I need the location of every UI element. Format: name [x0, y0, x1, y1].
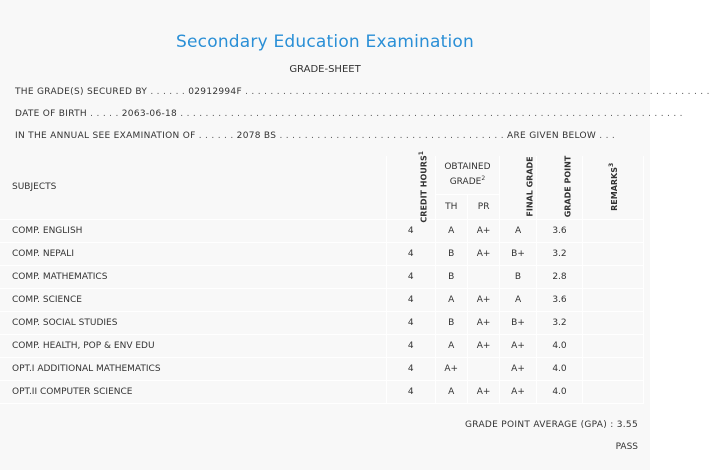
th-cell: A	[435, 288, 467, 311]
dob-line: DATE OF BIRTH . . . . . 2063-06-18 . . . . . . . . . . . . . . . . . . . . . . . . . . . . . . . . . . . . . . . . . . . . . . . . . . . . . . . . . . . . . . . . . . . . . . . . . . . . . . . .	[15, 109, 683, 119]
grade-point-cell: 4.0	[536, 380, 583, 403]
page-subtitle: GRADE-SHEET	[289, 64, 361, 75]
remarks-cell	[583, 219, 644, 242]
remarks-cell	[583, 242, 644, 265]
final-grade-cell: A+	[500, 380, 536, 403]
th-cell: B	[435, 265, 467, 288]
final-grade-cell: B+	[500, 242, 536, 265]
grade-point-cell: 2.8	[536, 265, 583, 288]
subject-cell: COMP. ENGLISH	[0, 219, 386, 242]
header-grade-point: GRADE POINT	[536, 156, 583, 219]
credit-cell: 4	[386, 288, 435, 311]
th-cell: A	[435, 219, 467, 242]
grade-point-cell: 3.6	[536, 219, 583, 242]
remarks-cell	[583, 288, 644, 311]
header-final-grade: FINAL GRADE	[500, 156, 536, 219]
th-cell: B	[435, 311, 467, 334]
pr-cell: A+	[467, 311, 499, 334]
exam-year: 2078 BS	[236, 131, 277, 141]
credit-cell: 4	[386, 334, 435, 357]
result-status: PASS	[615, 442, 638, 452]
credit-cell: 4	[386, 242, 435, 265]
pr-cell: A+	[467, 242, 499, 265]
subject-cell: OPT.II COMPUTER SCIENCE	[0, 380, 386, 403]
remarks-cell	[583, 265, 644, 288]
th-cell: A	[435, 380, 467, 403]
final-grade-cell: A+	[500, 357, 536, 380]
header-pr: PR	[467, 194, 499, 219]
pr-cell: A+	[467, 288, 499, 311]
gpa-label: GRADE POINT AVERAGE (GPA) :	[464, 420, 614, 430]
page-title: Secondary Education Examination	[176, 32, 474, 52]
exam-line: IN THE ANNUAL SEE EXAMINATION OF . . . . . . 2078 BS . . . . . . . . . . . . . . . . . . . . . . . . . . . . . . . . . . . . ARE GIVEN BELOW . . .	[15, 131, 616, 141]
credit-cell: 4	[386, 265, 435, 288]
final-grade-cell: A	[500, 219, 536, 242]
subject-cell: OPT.I ADDITIONAL MATHEMATICS	[0, 357, 386, 380]
exam-label: IN THE ANNUAL SEE EXAMINATION OF	[15, 131, 196, 141]
gpa-value: 3.55	[616, 420, 638, 430]
header-remarks: REMARKS$^3$	[583, 156, 644, 219]
table-row	[0, 242, 644, 265]
subject-cell: COMP. SCIENCE	[0, 288, 386, 311]
grade-point-cell: 4.0	[536, 334, 583, 357]
subject-cell: COMP. NEPALI	[0, 242, 386, 265]
subject-cell: COMP. SOCIAL STUDIES	[0, 311, 386, 334]
table-row	[0, 334, 644, 357]
credit-cell: 4	[386, 357, 435, 380]
grade-point-cell: 3.2	[536, 242, 583, 265]
final-grade-cell: B+	[500, 311, 536, 334]
final-grade-cell: B	[500, 265, 536, 288]
subject-cell: COMP. HEALTH, POP & ENV EDU	[0, 334, 386, 357]
credit-cell: 4	[386, 311, 435, 334]
grade-point-cell: 3.2	[536, 311, 583, 334]
pr-cell: A+	[467, 219, 499, 242]
pr-cell	[467, 265, 499, 288]
final-grade-cell: A	[500, 288, 536, 311]
table-row	[0, 265, 644, 288]
credit-cell: 4	[386, 380, 435, 403]
grade-point-cell: 3.6	[536, 288, 583, 311]
remarks-cell	[583, 357, 644, 380]
secured-by-label: THE GRADE(S) SECURED BY	[15, 87, 148, 97]
pr-cell	[467, 357, 499, 380]
th-cell: A+	[435, 357, 467, 380]
header-subjects: SUBJECTS	[0, 156, 386, 219]
credit-cell: 4	[386, 219, 435, 242]
dob-label: DATE OF BIRTH	[15, 109, 87, 119]
symbol-number: 02912994F	[188, 87, 242, 97]
header-th: TH	[435, 194, 467, 219]
table-row	[0, 311, 644, 334]
subject-cell: COMP. MATHEMATICS	[0, 265, 386, 288]
remarks-cell	[583, 380, 644, 403]
table-row	[0, 380, 644, 403]
grades-table	[0, 151, 644, 404]
final-grade-cell: A+	[500, 334, 536, 357]
pr-cell: A+	[467, 334, 499, 357]
secured-by-line: THE GRADE(S) SECURED BY . . . . . . 02912994F . . . . . . . . . . . . . . . . . . . . . . . . . . . . . . . . . . . . . . . . . . . . . . . . . . . . . . . . . . . . . . . . . . . . . . . . . .	[15, 87, 710, 97]
given-below-label: ARE GIVEN BELOW	[507, 131, 597, 141]
table-row	[0, 219, 644, 242]
dob-value: 2063-06-18	[121, 109, 178, 119]
th-cell: B	[435, 242, 467, 265]
table-row	[0, 288, 644, 311]
grade-point-cell: 4.0	[536, 357, 583, 380]
th-cell: A	[435, 334, 467, 357]
pr-cell: A+	[467, 380, 499, 403]
gpa-line	[465, 420, 638, 430]
table-row	[0, 357, 644, 380]
header-credit-hours: CREDIT HOURS$^1$	[386, 156, 435, 219]
header-obtained-grade: OBTAINED GRADE$^2$	[435, 156, 500, 194]
remarks-cell	[583, 311, 644, 334]
remarks-cell	[583, 334, 644, 357]
